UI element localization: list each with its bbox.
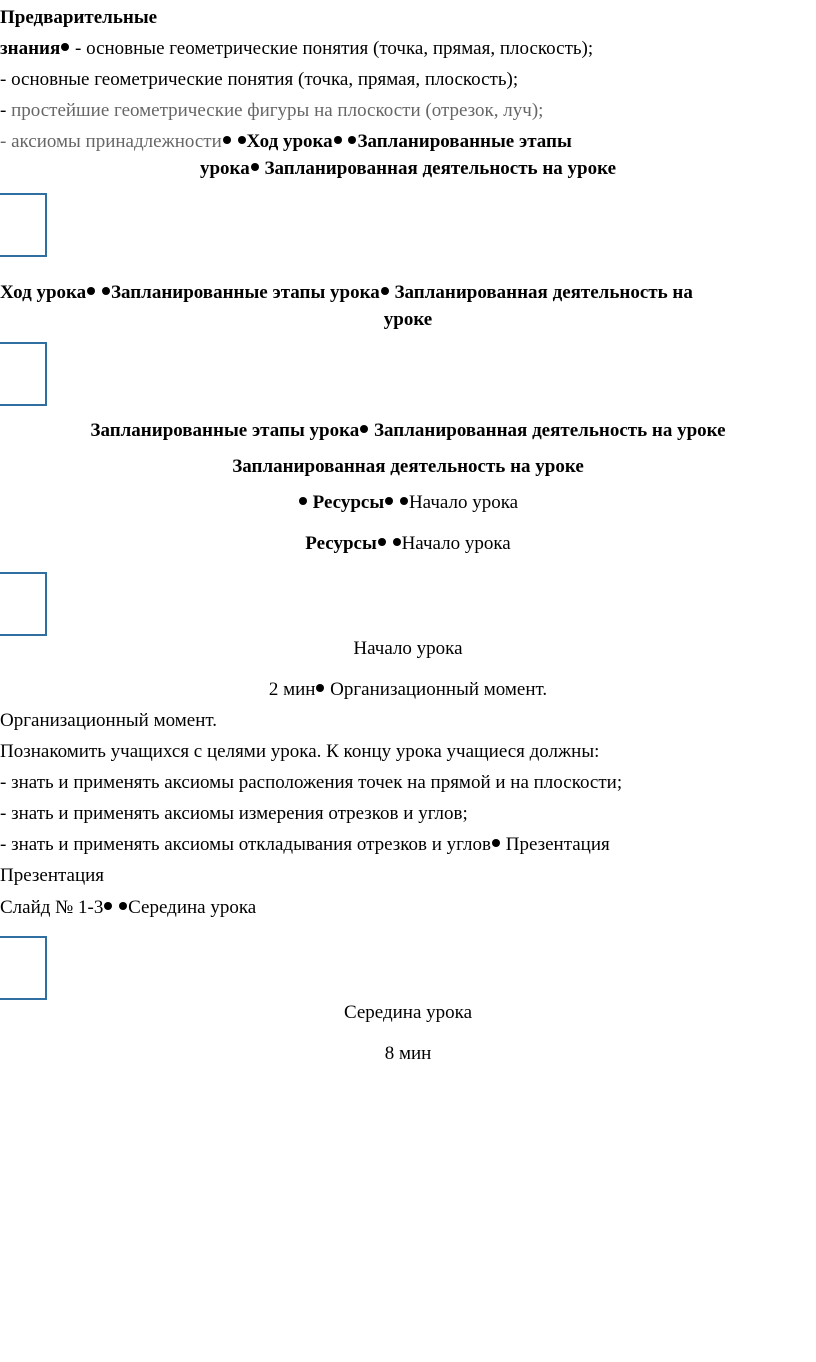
prereq-item-2 <box>0 99 543 123</box>
bullet-icon <box>381 287 389 295</box>
prereq-heading-cont <box>0 157 816 181</box>
planned-activity-heading: Запланированная деятельность на уроке <box>374 420 726 441</box>
bullet-icon <box>492 839 500 847</box>
section2-heading-cont: уроке <box>383 309 433 330</box>
duration-line <box>0 678 816 702</box>
bullet-icon <box>104 902 112 910</box>
bullet-icon <box>385 497 393 505</box>
bullet-icon <box>378 538 386 546</box>
mid-lesson-title: Середина урока <box>343 1002 473 1023</box>
prereq-item-1: - основные геометрические понятия (точка, прямая, плоскость); <box>0 69 519 90</box>
bullet-icon <box>61 43 69 51</box>
planned-stages-heading: Запланированные этапы <box>357 131 572 152</box>
section2-heading <box>0 281 693 305</box>
bullet-icon <box>360 425 368 433</box>
lesson-start-title: Начало урока <box>353 638 463 659</box>
duration-value: 2 мин <box>268 679 316 700</box>
planned-stages-heading: Запланированные этапы урока <box>90 420 360 441</box>
bullet-icon <box>238 136 246 144</box>
empty-cell-box <box>0 572 47 636</box>
bullet-icon <box>119 902 127 910</box>
section3-heading <box>0 419 816 443</box>
lesson-start-label: Начало урока <box>401 533 511 554</box>
goal-item-1: - знать и применять аксиомы расположения точек на прямой и на плоскости; <box>0 772 623 793</box>
empty-cell-box <box>0 193 47 257</box>
planned-activity-heading: Запланированная деятельность на уроке <box>264 158 617 179</box>
bullet-icon <box>299 497 307 505</box>
prereq-item-2-text: простейшие геометрические фигуры на плоскости (отрезок, луч); <box>6 100 544 121</box>
planned-activity-heading-2: Запланированная деятельность на уроке <box>232 456 584 477</box>
lesson-flow-heading: Ход урока <box>246 131 333 152</box>
bullet-icon <box>223 136 231 144</box>
prereq-item-first: - основные геометрические понятия (точка, прямая, плоскость); <box>75 38 594 59</box>
lesson-start-label: Начало урока <box>408 492 519 513</box>
prereq-title <box>0 6 157 30</box>
org-moment-line: Организационный момент. <box>0 710 217 731</box>
resources-label: Ресурсы <box>312 492 385 513</box>
empty-cell-box <box>0 342 47 406</box>
bullet-icon <box>393 538 401 546</box>
resources-line <box>0 491 816 515</box>
slides-label: Слайд № 1-3 <box>0 897 104 918</box>
presentation-label: Презентация <box>505 834 610 855</box>
bullet-icon <box>251 163 259 171</box>
mid-lesson-duration: 8 мин <box>384 1043 432 1064</box>
prereq-item-3-line <box>0 130 572 154</box>
bullet-icon <box>87 287 95 295</box>
goal-intro: Познакомить учащихся с целями урока. К концу урока учащиеся должны: <box>0 741 600 762</box>
planned-activity-heading: Запланированная деятельность на <box>394 282 693 303</box>
bullet-icon <box>316 684 324 692</box>
bullet-icon <box>334 136 342 144</box>
prereq-item-3: - аксиомы принадлежности <box>0 131 222 152</box>
slides-line <box>0 896 256 920</box>
goal-item-3: - знать и применять аксиомы откладывания отрезков и углов <box>0 834 491 855</box>
prereq-line-2 <box>0 37 593 61</box>
goal-item-3-line <box>0 833 610 857</box>
stages-cont: урока <box>199 158 250 179</box>
planned-stages-heading: Запланированные этапы урока <box>110 282 380 303</box>
bullet-icon <box>102 287 110 295</box>
bullet-icon <box>348 136 356 144</box>
goal-item-2: - знать и применять аксиомы измерения отрезков и углов; <box>0 803 468 824</box>
prereq-title-line2: знания <box>0 38 61 59</box>
resources-line-2 <box>0 532 816 556</box>
presentation-line: Презентация <box>0 865 105 886</box>
prereq-item-2-dash: - <box>0 100 7 121</box>
empty-cell-box <box>0 936 47 1000</box>
resources-label: Ресурсы <box>305 533 377 554</box>
org-moment-label: Организационный момент. <box>330 679 548 700</box>
mid-lesson-label: Середина урока <box>128 897 257 918</box>
prereq-title-line1: Предварительные <box>0 7 158 28</box>
bullet-icon <box>400 497 408 505</box>
lesson-flow-heading: Ход урока <box>0 282 87 303</box>
